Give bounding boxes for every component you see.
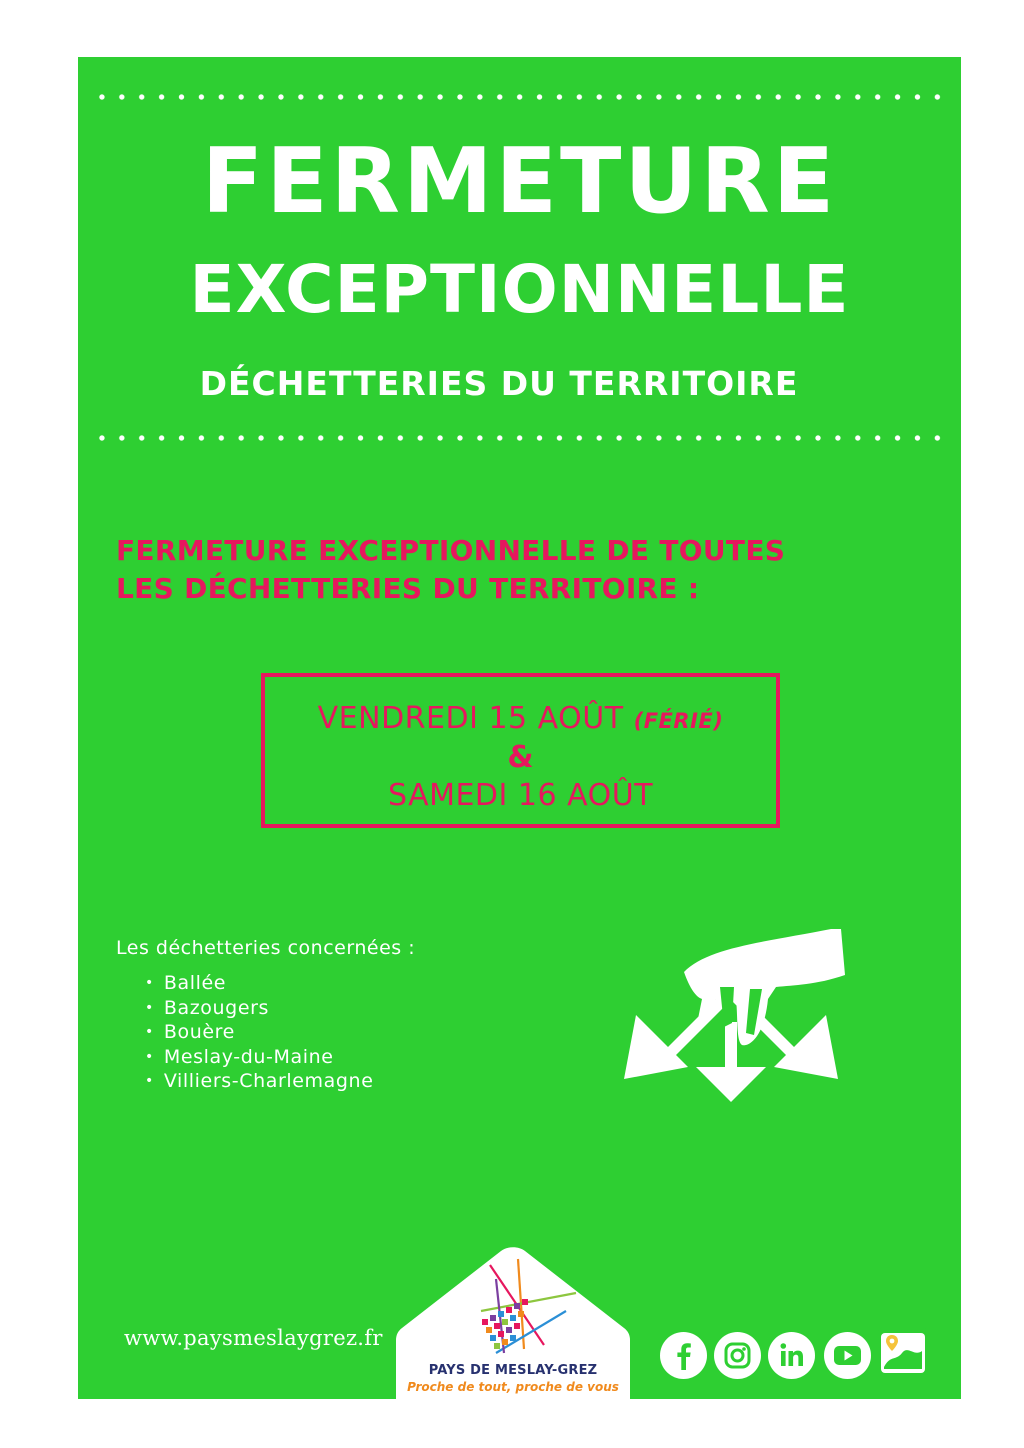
site-item: • Villiers-Charlemagne (145, 1069, 374, 1094)
dotted-divider-top (92, 93, 948, 101)
map-pin-icon[interactable] (878, 1327, 928, 1377)
site-item: • Ballée (145, 971, 374, 996)
logo-slogan: Proche de tout, proche de vous (407, 1380, 619, 1394)
facebook-icon[interactable] (660, 1332, 707, 1379)
closure-notice-line-2: LES DÉCHETTERIES DU TERRITOIRE : (116, 572, 700, 605)
youtube-icon[interactable] (824, 1332, 871, 1379)
logo-name: PAYS DE MESLAY-GREZ (428, 1363, 598, 1378)
closure-notice-line-1: FERMETURE EXCEPTIONNELLE DE TOUTES (116, 534, 786, 567)
site-item: • Bouère (145, 1020, 374, 1045)
sites-intro: Les déchetteries concernées : (116, 937, 416, 959)
website-link[interactable]: www.paysmeslaygrez.fr (124, 1326, 383, 1350)
instagram-icon[interactable] (714, 1332, 761, 1379)
closure-notice (116, 532, 916, 608)
dates-box (261, 673, 780, 828)
date-saturday: SAMEDI 16 AOÛT (387, 778, 654, 813)
site-item: • Meslay-du-Maine (145, 1045, 374, 1070)
waste-sorting-hand-icon (616, 927, 846, 1107)
date-friday (265, 700, 776, 740)
dotted-divider-bottom (92, 434, 948, 442)
holiday-note: (FÉRIÉ) (633, 709, 724, 733)
sites-list (145, 971, 374, 1094)
title-fermeture: FERMETURE (201, 129, 838, 234)
subtitle-dechetteries: DÉCHETTERIES DU TERRITOIRE (199, 364, 799, 403)
date-separator: & (507, 740, 534, 775)
site-item: • Bazougers (145, 996, 374, 1021)
linkedin-icon[interactable] (768, 1332, 815, 1379)
title-exceptionnelle: EXCEPTIONNELLE (189, 251, 850, 328)
date-friday-text: VENDREDI 15 AOÛT (317, 701, 624, 736)
poster (78, 57, 961, 1399)
